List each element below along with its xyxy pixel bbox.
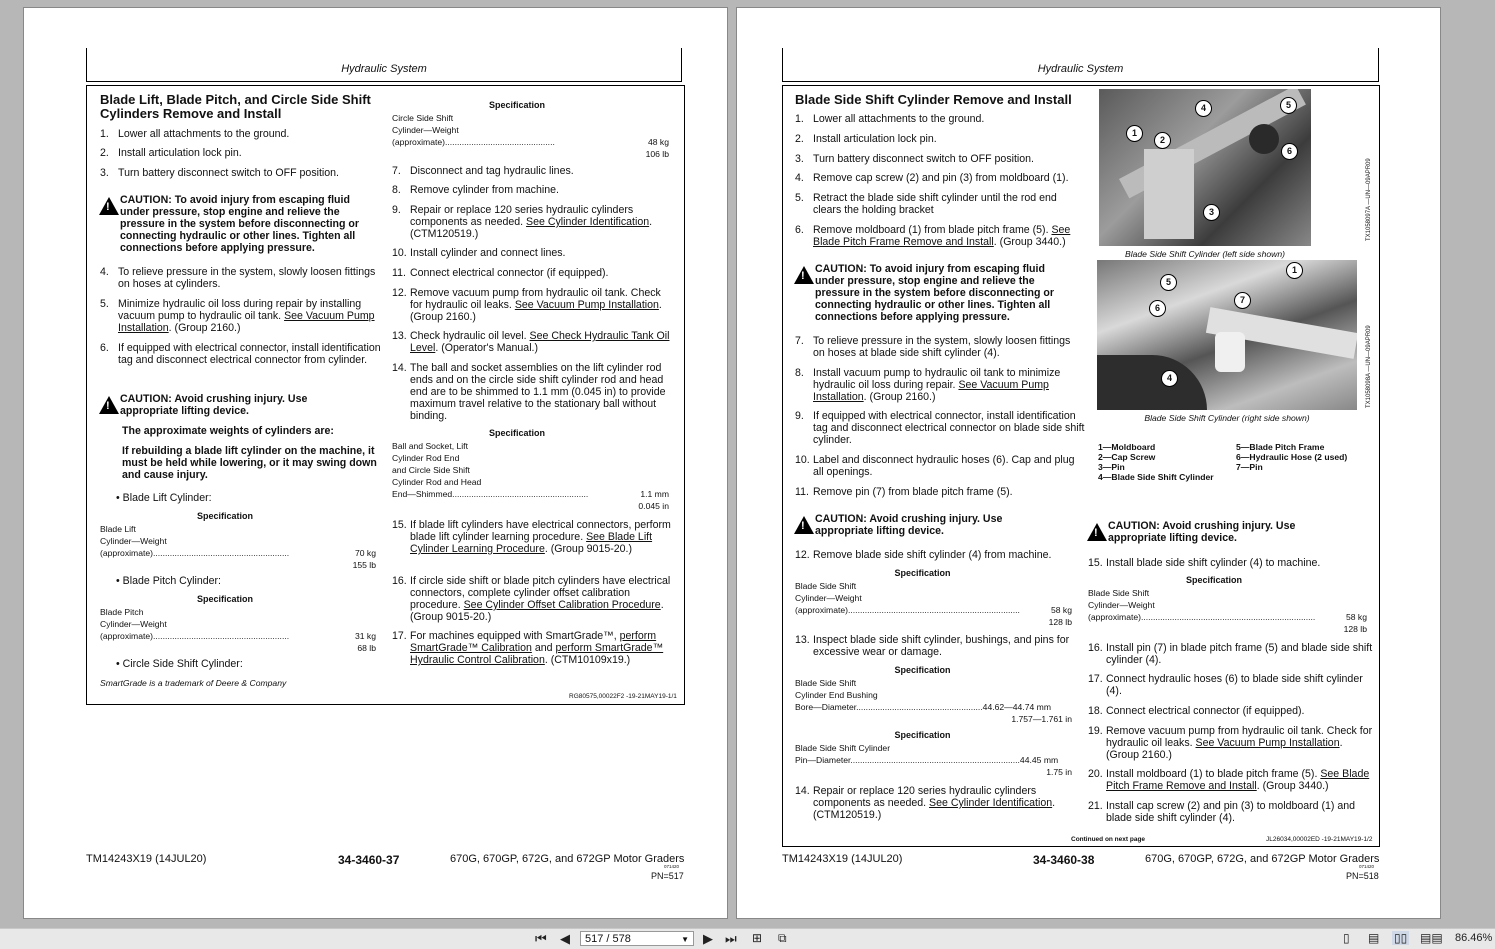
- step-16: 16. Install pin (7) in blade pitch frame (5) and blade side shift cylinder (4).: [1088, 642, 1373, 666]
- footer-doc-id: TM14243X19 (14JUL20): [782, 853, 903, 865]
- fit-page-icon[interactable]: ⊞: [752, 931, 763, 945]
- step-17: 17. Connect hydraulic hoses (6) to blade side shift cylinder (4).: [1088, 673, 1363, 697]
- step-9: 9. If equipped with electrical connector, install identification tag and disconnect electrical connector on blade side shift cylinder.: [795, 410, 1085, 446]
- frame-shape: [1097, 355, 1207, 410]
- viewer-toolbar: [0, 928, 1495, 949]
- warning-icon: [99, 197, 119, 215]
- step-13: 13. Inspect blade side shift cylinder, bushings, and pins for excessive wear or damage.: [795, 634, 1070, 658]
- step-15: 15. If blade lift cylinders have electrical connectors, perform blade lift cylinder learning procedure. See Blade Lift Cylinder Learning Procedure. (Group 9015-20.): [392, 519, 671, 555]
- step-20: 20. Install moldboard (1) to blade pitch frame (5). See Blade Pitch Frame Remove and Install. (Group 3440.): [1088, 768, 1370, 792]
- link-vacuum-pump[interactable]: See Vacuum Pump Installation: [1195, 737, 1340, 749]
- reference-code: JL26034,00002ED -19-21MAY19-1/2: [1266, 836, 1373, 843]
- step-14: 14. The ball and socket assemblies on the lift cylinder rod ends and on the circle side shift cylinder rod and head end are to be shimmed to 1.1 mm (0.045 in) to provide maximum travel relative to the stationary ball without binding.: [392, 362, 666, 422]
- footer-doc-id: TM14243X19 (14JUL20): [86, 853, 207, 865]
- link-vacuum-pump[interactable]: See Vacuum Pump Installation: [514, 299, 659, 311]
- bullet-blade-lift: • Blade Lift Cylinder:: [116, 492, 212, 504]
- photo-code-left: TX1058097A —UN—09APR09: [1366, 158, 1372, 241]
- spec-shim: Ball and Socket, Lift Cylinder Rod End and Circle Side Shift Cylinder Rod and Head End—Shimmed......................................................... 1.1 mm 0.045 in: [392, 441, 669, 511]
- step-11: 11. Connect electrical connector (if equipped).: [392, 267, 609, 279]
- two-page-continuous-icon[interactable]: ▤▤: [1420, 931, 1443, 945]
- callout-6: 6: [1149, 300, 1166, 317]
- caution-pressure: CAUTION: To avoid injury from escaping fluid under pressure, stop engine and relieve the pressure in the system before disconnecting or connecting hydraulic or other lines. Tighten all connections before applying pressure.: [815, 263, 1055, 323]
- hose-fitting-shape: [1249, 124, 1279, 154]
- step-15: 15. Install blade side shift cylinder (4) to machine.: [1088, 557, 1321, 569]
- spec-heading: Specification: [488, 428, 545, 438]
- spec-blade-lift: Blade Lift Cylinder—Weight (approximate)......................................................... 70 kg 155 lb: [100, 524, 376, 570]
- caution-pressure: CAUTION: To avoid injury from escaping fluid under pressure, stop engine and relieve the pressure in the system before disconnecting or connecting hydraulic or other lines. Tighten all connections before applying pressure.: [120, 194, 360, 254]
- callout-4: 4: [1195, 100, 1212, 117]
- step-2: 2. Install articulation lock pin.: [100, 147, 242, 159]
- step-8: 8. Remove cylinder from machine.: [392, 184, 559, 196]
- bullet-circle-side-shift: • Circle Side Shift Cylinder:: [116, 658, 243, 670]
- step-4: 4. Remove cap screw (2) and pin (3) from moldboard (1).: [795, 172, 1069, 184]
- link-blade-pitch-frame[interactable]: See Blade Pitch Frame Remove and Install: [1106, 768, 1370, 792]
- photo-caption-right: Blade Side Shift Cylinder (right side shown): [1144, 413, 1310, 423]
- link-check-oil-level[interactable]: See Check Hydraulic Tank Oil Level: [410, 330, 670, 354]
- step-1: 1. Lower all attachments to the ground.: [795, 113, 985, 125]
- weights-note: If rebuilding a blade lift cylinder on the machine, it must be held while lowering, or it may swing down and cause injury.: [122, 445, 377, 481]
- step-6: 6. Remove moldboard (1) from blade pitch frame (5). See Blade Pitch Frame Remove and Install. (Group 3440.): [795, 224, 1071, 248]
- step-13: 13. Check hydraulic oil level. See Check Hydraulic Tank Oil Level. (Operator's Manual.): [392, 330, 670, 354]
- spec-bushing: Blade Side Shift Cylinder End Bushing Bore—Diameter.....................................................44.62—44.74 mm 1.757—1.761 in: [795, 678, 1072, 724]
- step-21: 21. Install cap screw (2) and pin (3) to moldboard (1) and blade side shift cylinder (4).: [1088, 800, 1356, 824]
- first-page-icon[interactable]: ⏮: [535, 931, 547, 946]
- spec-heading: Specification: [894, 665, 951, 675]
- photo-caption-left: Blade Side Shift Cylinder (left side shown): [1124, 249, 1286, 259]
- step-12: 12. Remove vacuum pump from hydraulic oil tank. Check for hydraulic oil leaks. See Vacuum Pump Installation. (Group 2160.): [392, 287, 662, 323]
- callout-7: 7: [1234, 292, 1251, 309]
- spec-blade-pitch: Blade Pitch Cylinder—Weight (approximate)......................................................... 31 kg 68 lb: [100, 607, 376, 653]
- step-4: 4. To relieve pressure in the system, slowly loosen fittings on hoses at cylinders.: [100, 266, 376, 290]
- last-page-icon[interactable]: ⏭: [725, 931, 737, 946]
- bracket-shape: [1144, 149, 1194, 239]
- step-10: 10. Install cylinder and connect lines.: [392, 247, 566, 259]
- reference-code: RG80575,00022F2 -19-21MAY19-1/1: [569, 693, 677, 700]
- single-page-icon[interactable]: ▯: [1343, 931, 1350, 945]
- step-1: 1. Lower all attachments to the ground.: [100, 128, 290, 140]
- step-12: 12. Remove blade side shift cylinder (4) from machine.: [795, 549, 1052, 561]
- link-smartgrade-hydraulic[interactable]: perform SmartGrade™ Hydraulic Control Calibration: [410, 642, 664, 666]
- thumbnails-icon[interactable]: ⧉: [778, 931, 787, 945]
- bullet-blade-pitch: • Blade Pitch Cylinder:: [116, 575, 221, 587]
- legend-right: 5—Blade Pitch Frame 6—Hydraulic Hose (2 used) 7—Pin: [1236, 442, 1348, 472]
- warning-icon: [1087, 523, 1107, 541]
- warning-icon: [99, 396, 119, 414]
- spec-pin: Blade Side Shift Cylinder Pin—Diameter.......................................................................44.45 mm 1.75 in: [795, 743, 1072, 777]
- footer-date-code: 071420: [664, 864, 680, 869]
- spec-heading: Specification: [196, 594, 253, 604]
- continuous-page-icon[interactable]: ▤: [1368, 931, 1380, 945]
- warning-icon: [794, 516, 814, 534]
- step-8: 8. Install vacuum pump to hydraulic oil tank to minimize hydraulic oil loss during repair. See Vacuum Pump Installation. (Group 2160.): [795, 367, 1061, 403]
- link-cylinder-identification[interactable]: See Cylinder Identification: [929, 797, 1053, 809]
- step-9: 9. Repair or replace 120 series hydraulic cylinders components as needed. See Cylinder Identification. (CTM120519.): [392, 204, 653, 240]
- footer-models: 670G, 670GP, 672G, and 672GP Motor Graders: [1145, 853, 1380, 865]
- step-5: 5. Minimize hydraulic oil loss during repair by installing vacuum pump to hydraulic oil tank. See Vacuum Pump Installation. (Group 2160.): [100, 298, 375, 334]
- caution-crushing: CAUTION: Avoid crushing injury. Use appropriate lifting device.: [1108, 520, 1296, 544]
- page-header: Hydraulic System: [86, 48, 682, 82]
- step-3: 3. Turn battery disconnect switch to OFF position.: [100, 167, 339, 179]
- step-11: 11. Remove pin (7) from blade pitch frame (5).: [795, 486, 1013, 498]
- spec-heading: Specification: [196, 511, 253, 521]
- caution-crushing: CAUTION: Avoid crushing injury. Use appropriate lifting device.: [815, 513, 1003, 537]
- spec-heading: Specification: [894, 730, 951, 740]
- spec-heading: Specification: [894, 568, 951, 578]
- photo-code-right: TX1058098A —UN—09APR09: [1366, 325, 1372, 408]
- legend-left: 1—Moldboard 2—Cap Screw 3—Pin 4—Blade Side Shift Cylinder: [1098, 442, 1214, 482]
- weights-intro: The approximate weights of cylinders are:: [122, 425, 334, 437]
- link-vacuum-pump[interactable]: See Vacuum Pump Installation: [813, 379, 1049, 403]
- spec-heading: Specification: [488, 100, 545, 110]
- step-6: 6. If equipped with electrical connector, install identification tag and disconnect electrical connector from cylinder.: [100, 342, 381, 366]
- callout-5: 5: [1160, 274, 1177, 291]
- link-blade-lift-learning[interactable]: See Blade Lift Cylinder Learning Procedure: [410, 531, 653, 555]
- cylinder-photo-right-side: [1097, 260, 1357, 410]
- callout-2: 2: [1154, 132, 1171, 149]
- dropdown-arrow-icon[interactable]: ▼: [681, 935, 689, 944]
- two-page-icon[interactable]: ▯▯: [1394, 931, 1408, 945]
- callout-4: 4: [1161, 370, 1178, 387]
- link-blade-pitch-frame[interactable]: See Blade Pitch Frame Remove and Install: [813, 224, 1071, 248]
- step-17: 17. For machines equipped with SmartGrade™, perform SmartGrade™ Calibration and perform SmartGrade™ Hydraulic Control Calibration. (CTM10109x19.): [392, 630, 664, 666]
- trademark-note: SmartGrade is a trademark of Deere & Company: [100, 678, 287, 688]
- next-page-icon[interactable]: ▶: [703, 931, 713, 946]
- rod-end-shape: [1215, 332, 1245, 372]
- step-7: 7. To relieve pressure in the system, slowly loosen fittings on hoses at blade side shift cylinder (4).: [795, 335, 1071, 359]
- link-vacuum-pump[interactable]: See Vacuum Pump Installation: [118, 310, 375, 334]
- footer-page-number: 34-3460-38: [1033, 853, 1095, 867]
- footer-pn: PN=517: [651, 871, 684, 881]
- caution-crushing: CAUTION: Avoid crushing injury. Use appropriate lifting device.: [120, 393, 308, 417]
- step-5: 5. Retract the blade side shift cylinder until the rod end clears the holding bracket: [795, 192, 1057, 216]
- page-header: Hydraulic System: [782, 48, 1379, 82]
- link-cylinder-identification[interactable]: See Cylinder Identification: [526, 216, 650, 228]
- continued-note: Continued on next page: [1071, 836, 1146, 843]
- step-10: 10. Label and disconnect hydraulic hoses (6). Cap and plug all openings.: [795, 454, 1075, 478]
- callout-3: 3: [1203, 204, 1220, 221]
- step-3: 3. Turn battery disconnect switch to OFF position.: [795, 153, 1034, 165]
- step-14: 14. Repair or replace 120 series hydraulic cylinders components as needed. See Cylinder Identification. (CTM120519.): [795, 785, 1056, 821]
- footer-page-number: 34-3460-37: [338, 853, 400, 867]
- callout-6: 6: [1281, 143, 1298, 160]
- link-smartgrade-calibration[interactable]: perform SmartGrade™ Calibration: [410, 630, 657, 654]
- link-offset-calibration[interactable]: See Cylinder Offset Calibration Procedure: [463, 599, 661, 611]
- callout-5: 5: [1280, 97, 1297, 114]
- spec-heading: Specification: [1185, 575, 1242, 585]
- spec-weight-install: Blade Side Shift Cylinder—Weight (approximate)......................................................................... 58 kg 128 lb: [1088, 588, 1367, 634]
- page-number-field[interactable]: 517 / 578 ▼: [580, 931, 694, 946]
- section-title: Blade Lift, Blade Pitch, and Circle Side Shift Cylinders Remove and Install: [100, 92, 371, 121]
- step-7: 7. Disconnect and tag hydraulic lines.: [392, 165, 574, 177]
- spec-circle-side-shift: Circle Side Shift Cylinder—Weight (approximate).............................................. 48 kg 106 lb: [392, 113, 669, 159]
- warning-icon: [794, 266, 814, 284]
- footer-pn: PN=518: [1346, 871, 1379, 881]
- callout-1: 1: [1126, 125, 1143, 142]
- footer-date-code: 071420: [1359, 864, 1375, 869]
- section-title: Blade Side Shift Cylinder Remove and Install: [795, 92, 1072, 107]
- spec-weight: Blade Side Shift Cylinder—Weight (approximate)........................................................................ 58 kg 128 lb: [795, 581, 1072, 627]
- footer-models: 670G, 670GP, 672G, and 672GP Motor Graders: [450, 853, 685, 865]
- step-18: 18. Connect electrical connector (if equipped).: [1088, 705, 1305, 717]
- left-page: [23, 7, 728, 919]
- step-2: 2. Install articulation lock pin.: [795, 133, 937, 145]
- callout-1: 1: [1286, 262, 1303, 279]
- zoom-level[interactable]: 86.46%: [1455, 932, 1493, 944]
- step-19: 19. Remove vacuum pump from hydraulic oil tank. Check for hydraulic oil leaks. See Vacuum Pump Installation. (Group 2160.): [1088, 725, 1373, 761]
- step-16: 16. If circle side shift or blade pitch cylinders have electrical connectors, complete cylinder offset calibration procedure. See Cylinder Offset Calibration Procedure. (Group 9015-20.): [392, 575, 671, 623]
- previous-page-icon[interactable]: ◀: [560, 931, 570, 946]
- right-page: [736, 7, 1441, 919]
